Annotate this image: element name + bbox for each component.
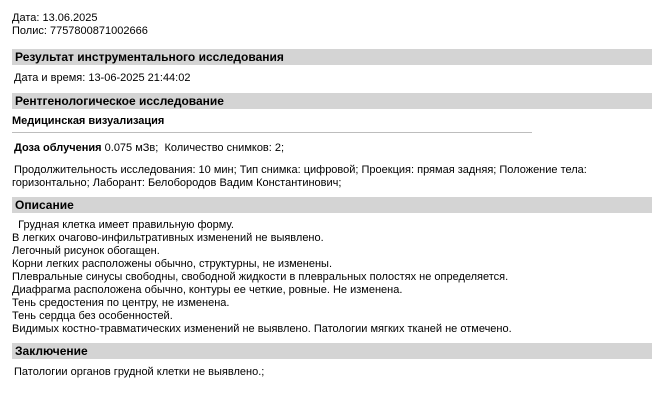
- exam-params-line-2: горизонтально; Лаборант: Белобородов Вадим Константинович;: [12, 177, 342, 189]
- conclusion-text: Патологии органов грудной клетки не выявлено.;: [14, 366, 265, 378]
- description-block: [12, 219, 652, 336]
- report-page: [12, 12, 652, 379]
- description-line: Тень средостения по центру, не изменена.: [12, 297, 230, 309]
- description-line: Плевральные синусы свободны, свободной жидкости в плевральных полостях не определяется.: [12, 271, 509, 283]
- exam-datetime: Дата и время: 13-06-2025 21:44:02: [14, 72, 191, 84]
- description-line: Видимых костно-травматических изменений не выявлено. Патологии мягких тканей не отмечено.: [12, 323, 512, 335]
- conclusion-section-header: Заключение: [12, 343, 652, 359]
- report-date: Дата: 13.06.2025: [12, 12, 98, 24]
- dose-row: [12, 142, 652, 155]
- description-line: Грудная клетка имеет правильную форму.: [12, 219, 234, 231]
- description-line: Тень сердца без особенностей.: [12, 310, 173, 322]
- xray-subtitle: Медицинская визуализация: [12, 115, 165, 127]
- description-line: Легочный рисунок обогащен.: [12, 245, 160, 257]
- result-section-header: Результат инструментального исследования: [12, 49, 652, 65]
- description-section-header: Описание: [12, 197, 652, 213]
- description-line: В легких очагово-инфильтративных изменений не выявлено.: [12, 232, 324, 244]
- dose-value: 0.075 мЗв;: [104, 142, 159, 154]
- dose-label: Доза облучения: [14, 142, 102, 154]
- description-line: Диафрагма расположена обычно, контуры ее четкие, ровные. Не изменена.: [12, 284, 403, 296]
- exam-params-line-1: Продолжительность исследования: 10 мин; Тип снимка: цифровой; Проекция: прямая задняя; Положение тела:: [14, 164, 587, 176]
- images-count: Количество снимков: 2;: [164, 142, 285, 154]
- xray-section-header: Рентгенологическое исследование: [12, 93, 652, 109]
- subtitle-divider: [12, 132, 532, 133]
- description-line: Корни легких расположены обычно, структурны, не изменены.: [12, 258, 333, 270]
- policy-number: Полис: 7757800871002666: [12, 25, 148, 37]
